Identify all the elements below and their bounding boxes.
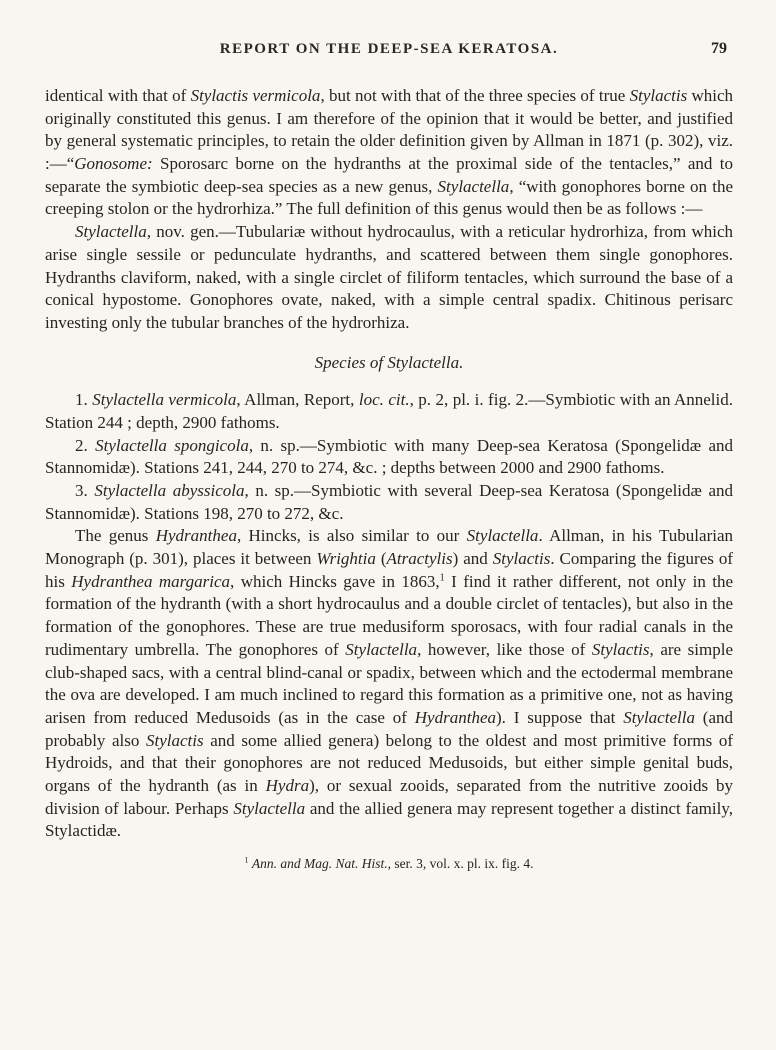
paragraph-discussion: The genus Hydranthea, Hincks, is also similar to our Stylactella. Allman, in his Tubularian Monograph (p. 301), places it between Wrightia (Atractylis) and Stylactis. Comparing the figures of his Hydranthea margarica, which Hincks gave in 1863,$^1$ I find it rather different, not only in the formation of the hydranth (with a short hydrocaulus and a double circlet of tentacles), but also in the formation of the gonophores. These are true medusiform sporosacs, with four radial canals in the rudimentary umbrella. The gonophores of Stylactella, however, like those of Stylactis, are simple club-shaped sacs, with a central blind-canal or spadix, between which and the ectodermal membrane the ova are developed. I am much inclined to regard this formation as a primitive one, not as having arisen from reduced Medusoids (as in the case of Hydranthea). I suppose that Stylactella (and probably also Stylactis and some allied genera) belong to the oldest and most primitive forms of Hydroids, and that their gonophores are not reduced Medusoids, but either simple genital buds, organs of the hydranth (as in Hydra), or sexual zooids, separated from the nutritive zooids by division of labour. Perhaps Stylactella and the allied genera may represent together a distinct family, Stylactidæ.: [45, 526, 734, 841]
species-item-3: 3. Stylactella abyssicola, n. sp.—Symbiotic with several Deep-sea Keratosa (Spongelidæ and Stannomidæ). Stations 198, 270 to 272, &c.: [45, 481, 734, 523]
species-item-2: 2. Stylactella spongicola, n. sp.—Symbiotic with many Deep-sea Keratosa (Spongelidæ and Stannomidæ). Stations 241, 244, 270 to 274, &c. ; depths between 2000 and 2900 fathoms.: [45, 435, 734, 478]
page-header: [45, 40, 733, 62]
running-title: REPORT ON THE DEEP-SEA KERATOSA.: [219, 41, 559, 57]
page-number: 79: [711, 40, 727, 57]
paragraph-continuation: identical with that of Stylactis vermicola, but not with that of the three species of true Stylactis which originally constituted this genus. I am therefore of the opinion that it would be better, and justified by general systematic principles, to retain the older definition given by Allman in 1871 (p. 302), viz. :—“Gonosome: Sporosarc borne on the hydranths at the proximal side of the tentacles,” and to separate the symbiotic deep-sea species as a new genus, Stylactella, “with gonophores borne on the creeping stolon or the hydrorhiza.” The full definition of this genus would then be as follows :—: [45, 86, 734, 219]
section-heading: Species of Stylactella.: [314, 352, 464, 372]
paragraph-genus-definition: Stylactella, nov. gen.—Tubulariæ without hydrocaulus, with a reticular hydrorhiza, from which arise single sessile or pedunculate hydranths, and scattered between them single gonophores. Hydranths claviform, naked, with a single circlet of filiform tentacles, which surround the base of a conical hypostome. Gonophores ovate, naked, with a simple central spadix. Chitinous perisarc investing only the tubular branches of the hydrorhiza.: [45, 222, 733, 332]
species-item-1: 1. Stylactella vermicola, Allman, Report, loc. cit., p. 2, pl. i. fig. 2.—Symbiotic with an Annelid. Station 244 ; depth, 2900 fathoms.: [45, 390, 734, 432]
footnote: $^1$ Ann. and Mag. Nat. Hist., ser. 3, vol. x. pl. ix. fig. 4.: [244, 855, 534, 871]
page-body: [45, 85, 733, 873]
